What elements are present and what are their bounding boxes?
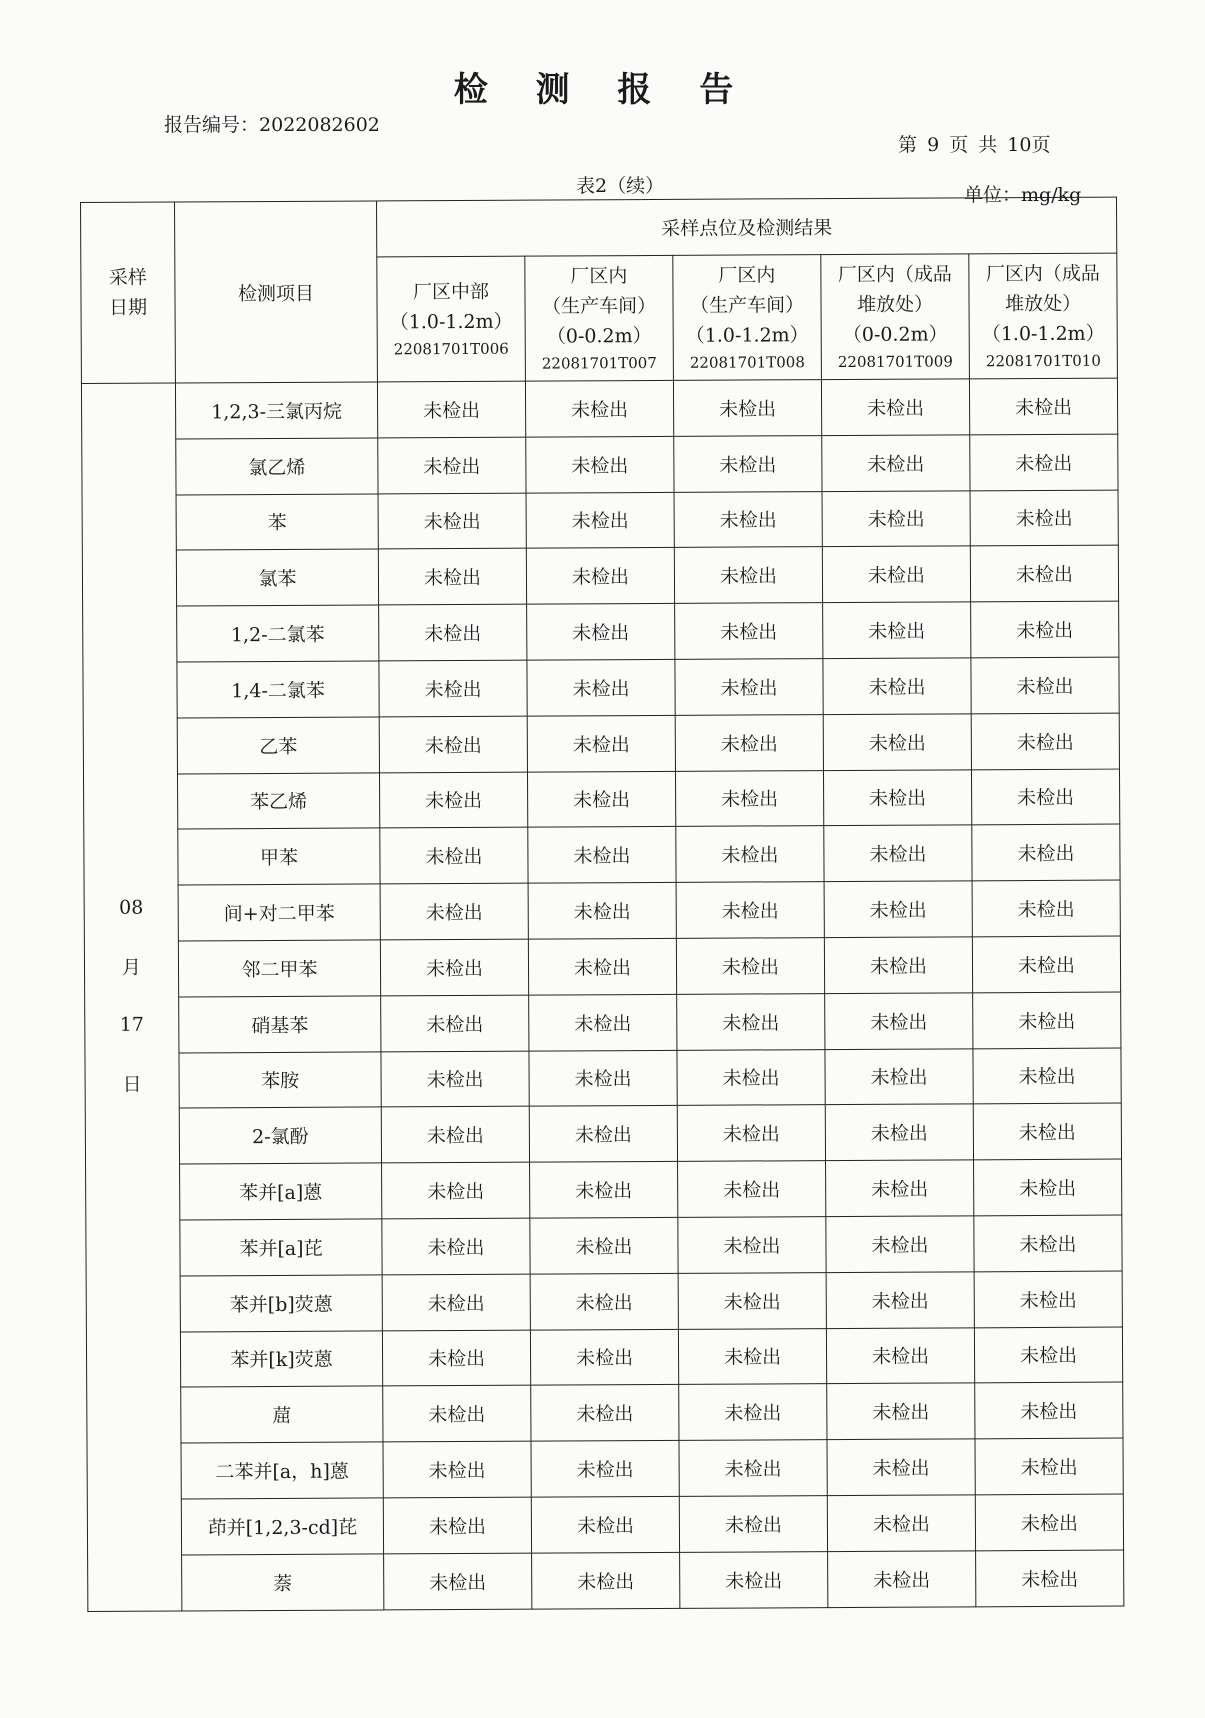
result-cell: 未检出 xyxy=(378,549,526,606)
result-cell: 未检出 xyxy=(679,1384,827,1441)
unit-value: mg/kg xyxy=(1021,184,1082,206)
result-cell: 未检出 xyxy=(973,1048,1121,1105)
table-row xyxy=(86,1271,1122,1332)
result-cell: 未检出 xyxy=(530,1217,678,1274)
result-cell: 未检出 xyxy=(527,771,675,828)
test-item-name: 乙苯 xyxy=(177,717,379,774)
result-cell: 未检出 xyxy=(827,1439,975,1496)
site-sample-code: 22081701T010 xyxy=(985,351,1101,371)
result-cell: 未检出 xyxy=(673,380,821,437)
report-title: 检 测 报 告 xyxy=(453,70,752,110)
site-location-line: 厂区内（成品 xyxy=(837,263,952,287)
result-cell: 未检出 xyxy=(678,1272,826,1329)
result-cell: 未检出 xyxy=(379,660,527,717)
result-cell: 未检出 xyxy=(532,1552,680,1609)
result-cell: 未检出 xyxy=(675,659,823,716)
unit-prefix: 单位： xyxy=(964,184,1022,206)
result-cell: 未检出 xyxy=(822,435,970,492)
result-cell: 未检出 xyxy=(970,490,1118,547)
site-header-5 xyxy=(969,253,1118,379)
table-row xyxy=(88,1550,1124,1611)
table-row xyxy=(87,1438,1123,1499)
site-header-4 xyxy=(821,254,970,380)
table-caption: 表2（续） xyxy=(576,175,665,197)
result-cell: 未检出 xyxy=(825,1048,973,1105)
result-cell: 未检出 xyxy=(382,1330,530,1387)
site-location-line: 厂区内（成品 xyxy=(985,262,1100,286)
site-location-line: （生产车间） xyxy=(541,294,657,318)
test-item-name: 萘 xyxy=(182,1554,384,1611)
site-location-line: 堆放处） xyxy=(1005,292,1082,316)
site-location-line: 厂区内 xyxy=(570,265,628,288)
result-cell: 未检出 xyxy=(530,1273,678,1330)
result-cell: 未检出 xyxy=(528,827,676,884)
site-location-line: （0-0.2m） xyxy=(842,323,948,347)
test-item-name: 1,4-二氯苯 xyxy=(177,661,379,718)
result-cell: 未检出 xyxy=(826,1327,974,1384)
table-row xyxy=(86,1159,1122,1220)
result-cell: 未检出 xyxy=(383,1386,531,1443)
result-cell: 未检出 xyxy=(383,1497,531,1554)
result-cell: 未检出 xyxy=(675,770,823,827)
result-cell: 未检出 xyxy=(974,1271,1122,1328)
page-total: 10 xyxy=(1007,134,1032,156)
table-row xyxy=(85,1103,1121,1164)
result-cell: 未检出 xyxy=(828,1551,976,1608)
table-row xyxy=(84,936,1120,997)
result-cell: 未检出 xyxy=(378,493,526,550)
table-row xyxy=(83,657,1119,718)
result-cell: 未检出 xyxy=(674,435,822,492)
result-cell: 未检出 xyxy=(529,994,677,1051)
site-location-line: 厂区内 xyxy=(718,264,776,287)
report-number xyxy=(164,110,380,137)
table-row xyxy=(85,992,1121,1053)
header-date-line-2: 日期 xyxy=(108,296,148,319)
result-cell: 未检出 xyxy=(823,658,971,715)
header-test-item: 检测项目 xyxy=(175,201,378,383)
result-cell: 未检出 xyxy=(676,882,824,939)
site-sample-code: 22081701T008 xyxy=(689,353,805,372)
result-cell: 未检出 xyxy=(823,602,971,659)
result-cell: 未检出 xyxy=(825,993,973,1050)
table-row xyxy=(84,880,1120,941)
result-cell: 未检出 xyxy=(680,1551,828,1608)
result-cell: 未检出 xyxy=(970,545,1118,602)
result-cell: 未检出 xyxy=(824,881,972,938)
result-cell: 未检出 xyxy=(531,1441,679,1498)
result-cell: 未检出 xyxy=(974,1215,1122,1272)
result-cell: 未检出 xyxy=(971,769,1119,826)
result-cell: 未检出 xyxy=(969,378,1117,435)
result-cell: 未检出 xyxy=(971,657,1119,714)
page-current: 9 xyxy=(927,134,940,156)
result-cell: 未检出 xyxy=(678,1161,826,1218)
result-cell: 未检出 xyxy=(975,1494,1123,1551)
test-item-name: 间+对二甲苯 xyxy=(178,884,380,941)
date-part: 08 xyxy=(119,896,144,920)
result-cell: 未检出 xyxy=(976,1550,1124,1607)
result-cell: 未检出 xyxy=(525,380,673,437)
table-row xyxy=(84,824,1120,885)
result-cell: 未检出 xyxy=(826,1160,974,1217)
test-item-name: 1,2,3-三氯丙烷 xyxy=(175,382,377,439)
result-cell: 未检出 xyxy=(377,381,525,438)
table-row xyxy=(81,378,1117,439)
site-sample-code: 22081701T006 xyxy=(393,339,509,359)
result-cell: 未检出 xyxy=(381,995,529,1052)
test-item-name: 1,2-二氯苯 xyxy=(177,605,379,662)
result-cell: 未检出 xyxy=(527,659,675,716)
test-item-name: 苯乙烯 xyxy=(177,773,379,830)
result-cell: 未检出 xyxy=(529,1106,677,1163)
result-cell: 未检出 xyxy=(677,993,825,1050)
table-row xyxy=(82,545,1118,606)
page-suffix: 页 xyxy=(1031,134,1051,156)
result-cell: 未检出 xyxy=(973,1103,1121,1160)
result-cell: 未检出 xyxy=(679,1440,827,1497)
test-item-name: 苯并[k]荧蒽 xyxy=(180,1330,382,1387)
result-cell: 未检出 xyxy=(379,604,527,661)
site-location-line: （0-0.2m） xyxy=(546,325,652,348)
result-cell: 未检出 xyxy=(380,883,528,940)
site-location-line: （1.0-1.2m） xyxy=(981,322,1105,346)
result-cell: 未检出 xyxy=(825,1104,973,1161)
test-item-name: 苯并[b]荧蒽 xyxy=(180,1275,382,1332)
result-cell: 未检出 xyxy=(677,1105,825,1162)
result-cell: 未检出 xyxy=(380,939,528,996)
result-cell: 未检出 xyxy=(974,1327,1122,1384)
result-cell: 未检出 xyxy=(529,1050,677,1107)
result-cell: 未检出 xyxy=(382,1274,530,1331)
result-cell: 未检出 xyxy=(821,379,969,436)
table-row xyxy=(86,1327,1122,1388)
result-cell: 未检出 xyxy=(970,434,1118,491)
test-item-name: 氯乙烯 xyxy=(176,438,378,495)
site-location-line: （1.0-1.2m） xyxy=(685,324,809,347)
result-cell: 未检出 xyxy=(975,1382,1123,1439)
result-cell: 未检出 xyxy=(674,491,822,548)
site-location-line: 堆放处） xyxy=(856,293,934,316)
result-cell: 未检出 xyxy=(675,603,823,660)
result-cell: 未检出 xyxy=(382,1218,530,1275)
site-sample-code: 22081701T009 xyxy=(837,352,953,372)
result-cell: 未检出 xyxy=(823,714,971,771)
header-sites-group: 采样点位及检测结果 xyxy=(376,197,1116,257)
result-cell: 未检出 xyxy=(972,880,1120,937)
site-header-2 xyxy=(525,255,674,381)
result-cell: 未检出 xyxy=(824,937,972,994)
result-cell: 未检出 xyxy=(530,1329,678,1386)
result-cell: 未检出 xyxy=(528,883,676,940)
result-cell: 未检出 xyxy=(676,938,824,995)
result-cell: 未检出 xyxy=(826,1272,974,1329)
result-cell: 未检出 xyxy=(972,936,1120,993)
test-item-name: 硝基苯 xyxy=(179,996,381,1053)
result-cell: 未检出 xyxy=(526,436,674,493)
result-cell: 未检出 xyxy=(678,1217,826,1274)
result-cell: 未检出 xyxy=(973,992,1121,1049)
result-cell: 未检出 xyxy=(384,1553,532,1610)
header-date-line-1: 采样 xyxy=(108,266,147,289)
report-number-label: 报告编号： xyxy=(164,114,260,136)
result-cell: 未检出 xyxy=(526,548,674,605)
site-header-1 xyxy=(377,256,526,382)
result-cell: 未检出 xyxy=(822,546,970,603)
table-row xyxy=(83,713,1119,774)
page-prefix: 第 xyxy=(898,134,918,156)
test-item-name: 茚并[1,2,3-cd]芘 xyxy=(181,1498,383,1555)
result-cell: 未检出 xyxy=(382,1162,530,1219)
date-part: 17 xyxy=(119,1013,144,1037)
table-row xyxy=(83,601,1119,662)
result-cell: 未检出 xyxy=(674,547,822,604)
result-cell: 未检出 xyxy=(527,604,675,661)
result-cell: 未检出 xyxy=(527,715,675,772)
result-cell: 未检出 xyxy=(379,772,527,829)
result-cell: 未检出 xyxy=(822,490,970,547)
page-mid: 页 共 xyxy=(949,134,998,156)
page-indicator xyxy=(898,130,1051,157)
result-cell: 未检出 xyxy=(379,716,527,773)
site-location-line: 厂区中部 xyxy=(412,280,490,304)
test-item-name: 苯胺 xyxy=(179,1051,381,1108)
result-cell: 未检出 xyxy=(827,1495,975,1552)
site-header-3 xyxy=(673,255,822,381)
table-row xyxy=(87,1382,1123,1443)
result-cell: 未检出 xyxy=(526,492,674,549)
result-cell: 未检出 xyxy=(531,1385,679,1442)
result-cell: 未检出 xyxy=(679,1496,827,1553)
result-cell: 未检出 xyxy=(677,1049,825,1106)
result-cell: 未检出 xyxy=(381,1107,529,1164)
test-item-name: 苯 xyxy=(176,494,378,551)
test-item-name: 2-氯酚 xyxy=(179,1107,381,1164)
table-row xyxy=(85,1048,1121,1109)
result-cell: 未检出 xyxy=(971,713,1119,770)
test-item-name: 䓛 xyxy=(181,1386,383,1443)
result-cell: 未检出 xyxy=(824,825,972,882)
date-part: 日 xyxy=(122,1073,142,1097)
result-cell: 未检出 xyxy=(826,1216,974,1273)
sampling-date-cell xyxy=(81,383,181,1611)
test-item-name: 甲苯 xyxy=(178,828,380,885)
result-cell: 未检出 xyxy=(381,1051,529,1108)
test-item-name: 苯并[a]芘 xyxy=(180,1219,382,1276)
result-cell: 未检出 xyxy=(975,1438,1123,1495)
result-cell: 未检出 xyxy=(378,437,526,494)
result-cell: 未检出 xyxy=(676,826,824,883)
site-location-line: （生产车间） xyxy=(689,294,805,317)
result-cell: 未检出 xyxy=(528,938,676,995)
table-row xyxy=(82,434,1118,495)
results-table xyxy=(80,197,1124,1612)
test-item-name: 氯苯 xyxy=(176,549,378,606)
test-item-name: 苯并[a]蒽 xyxy=(180,1163,382,1220)
result-cell: 未检出 xyxy=(383,1441,531,1498)
result-cell: 未检出 xyxy=(974,1159,1122,1216)
header-sampling-date xyxy=(81,202,176,383)
report-number-value: 2022082602 xyxy=(259,114,380,136)
result-cell: 未检出 xyxy=(380,828,528,885)
result-cell: 未检出 xyxy=(531,1496,679,1553)
date-part: 月 xyxy=(121,956,142,980)
result-cell: 未检出 xyxy=(678,1328,826,1385)
table-row xyxy=(86,1215,1122,1276)
table-row xyxy=(82,490,1118,551)
result-cell: 未检出 xyxy=(675,714,823,771)
result-cell: 未检出 xyxy=(827,1383,975,1440)
result-cell: 未检出 xyxy=(823,769,971,826)
result-cell: 未检出 xyxy=(972,824,1120,881)
test-item-name: 邻二甲苯 xyxy=(178,940,380,997)
site-location-line: （1.0-1.2m） xyxy=(389,310,513,334)
table-row xyxy=(87,1494,1123,1555)
table-row xyxy=(83,769,1119,830)
site-sample-code: 22081701T007 xyxy=(541,353,657,373)
test-item-name: 二苯并[a，h]蒽 xyxy=(181,1442,383,1499)
result-cell: 未检出 xyxy=(971,601,1119,658)
result-cell: 未检出 xyxy=(530,1162,678,1219)
